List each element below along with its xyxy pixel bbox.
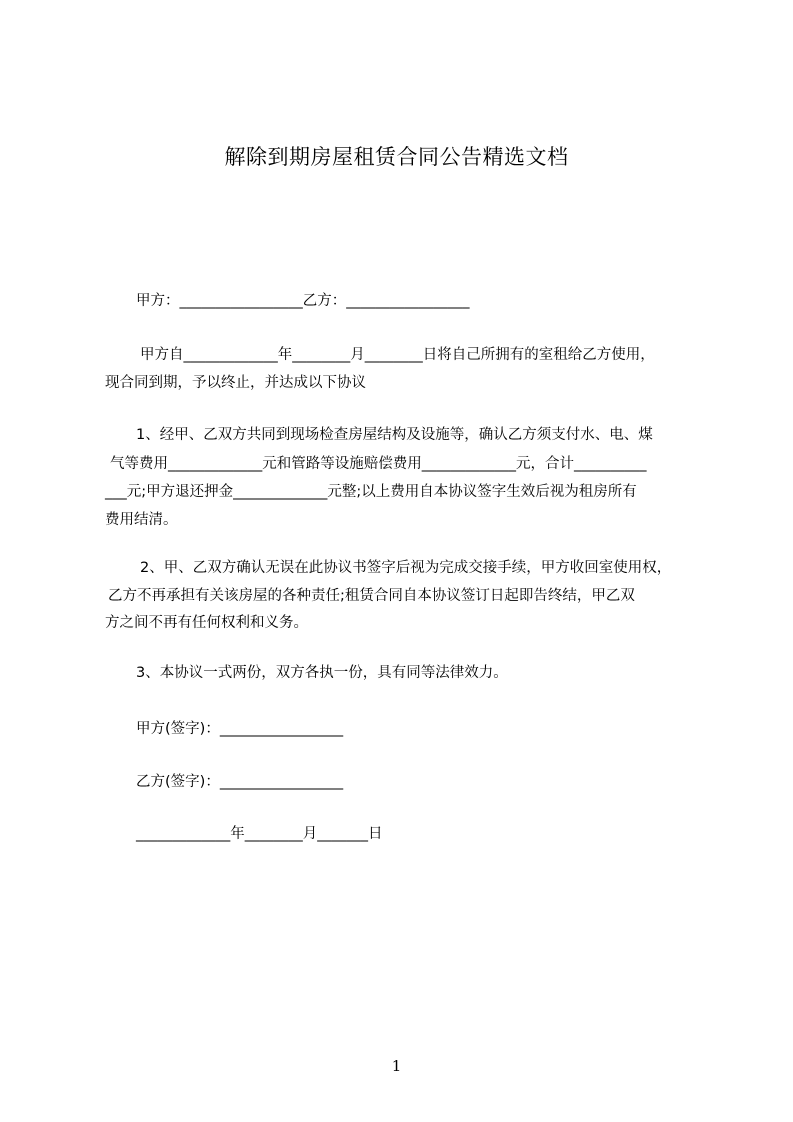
clause-2-line-2: 乙方不再承担有关该房屋的各种责任;租赁合同自本协议签订日起即告终结，甲乙双 bbox=[108, 588, 635, 604]
clause-1-line-4: 费用结清。 bbox=[105, 512, 178, 528]
intro-line-2: 现合同到期，予以终止，并达成以下协议 bbox=[105, 375, 366, 391]
clause-2-line-3: 方之间不再有任何权利和义务。 bbox=[105, 615, 308, 631]
page-number: 1 bbox=[391, 1057, 402, 1075]
clause-1-line-1: 1、经甲、乙双方共同到现场检查房屋结构及设施等，确认乙方须支付水、电、煤 bbox=[136, 427, 653, 443]
clause-3: 3、本协议一式两份，双方各执一份，具有同等法律效力。 bbox=[136, 665, 508, 681]
clause-1-line-3: ___元;甲方退还押金_____________元整;以上费用自本协议签字生效后视为租房所有 bbox=[105, 484, 637, 500]
date-line: _____________年________月_______日 bbox=[136, 826, 383, 842]
intro-line-1: 甲方自_____________年________月________日将自己所拥有的室租给乙方使用， bbox=[140, 347, 655, 363]
document-title: 解除到期房屋租赁合同公告精选文档 bbox=[224, 145, 569, 169]
clause-2-line-1: 2、甲、乙双方确认无误在此协议书签字后视为完成交接手续，甲方收回室使用权， bbox=[140, 560, 672, 576]
signature-party-b: 乙方(签字)：_________________ bbox=[136, 774, 344, 790]
signature-party-a: 甲方(签字)：_________________ bbox=[136, 721, 344, 737]
clause-1-line-2: 气等费用_____________元和管路等设施赔偿费用_____________元，合计__________ bbox=[110, 456, 647, 472]
parties-line: 甲方：_________________乙方：_________________ bbox=[136, 293, 470, 309]
